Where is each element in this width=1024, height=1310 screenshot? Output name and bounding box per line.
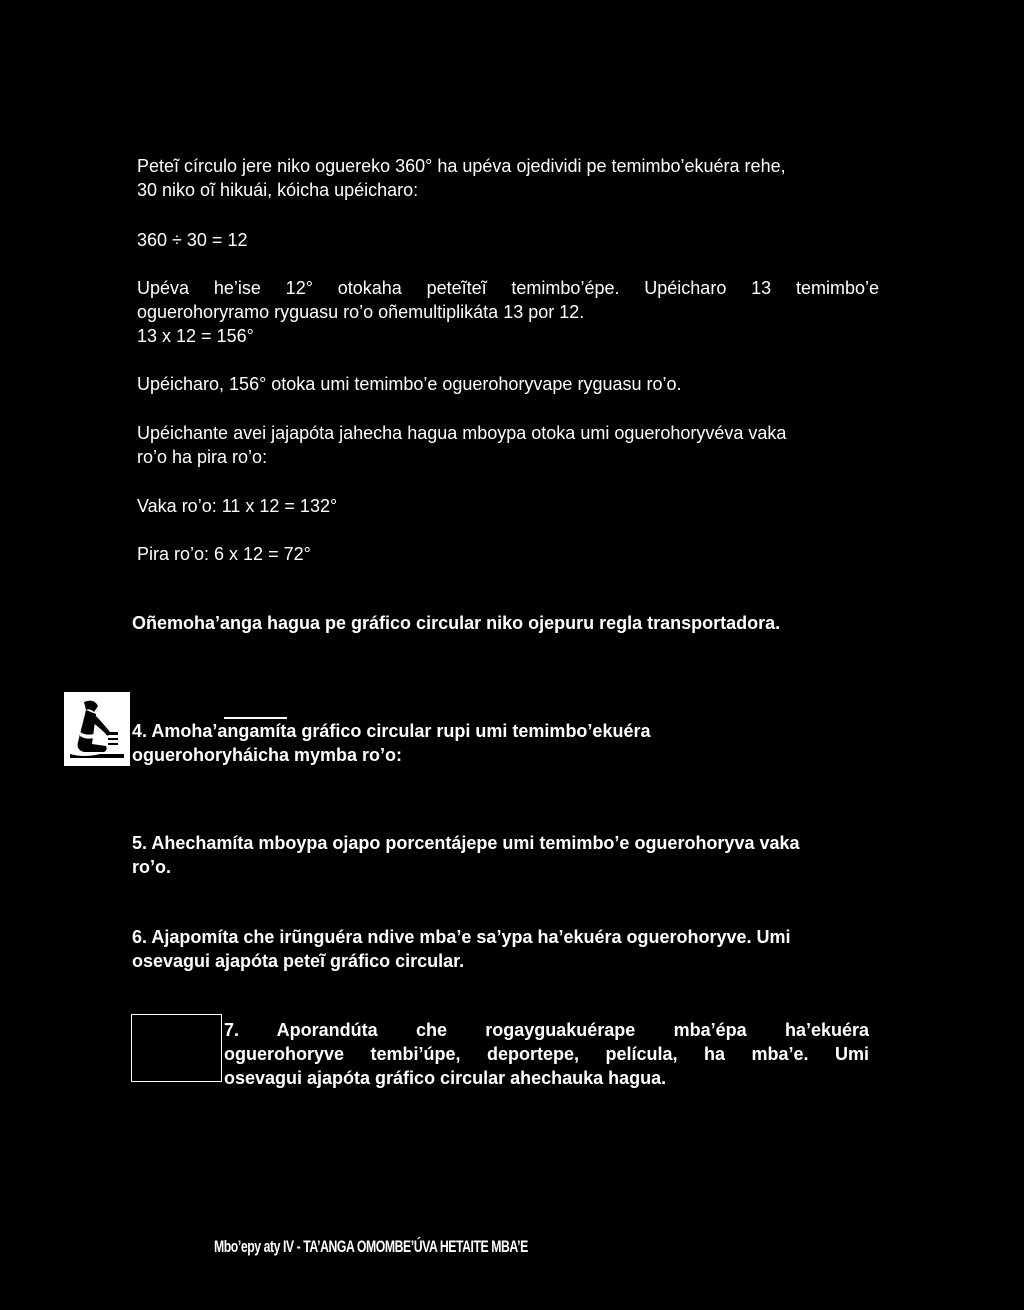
- beef-equation: Vaka ro’o: 11 x 12 = 132°: [137, 496, 338, 516]
- activity-7: [224, 1018, 869, 1090]
- activity-6-line-2: osevagui ajapóta peteĩ gráfico circular.: [132, 951, 465, 971]
- activity-5-line-2: ro’o.: [132, 857, 171, 877]
- degrees-line-1: Upéva he’ise 12° otokaha peteĩteĩ temimbo’épe. Upéicharo 13 temimbo’e: [137, 278, 879, 298]
- degrees-equation: 13 x 12 = 156°: [137, 326, 254, 346]
- transporter-note: Oñemoha’anga hagua pe gráfico circular niko ojepuru regla transportadora.: [132, 613, 781, 633]
- activity-7-box: [131, 1014, 221, 1082]
- division-equation: 360 ÷ 30 = 12: [137, 230, 248, 250]
- activity-5-line-1: 5. Ahechamíta mboypa ojapo porcentájepe umi temimbo’e oguerohoryva vaka: [132, 833, 800, 853]
- activity-4-line-1: 4. Amoha’angamíta gráfico circular rupi umi temimbo’ekuéra: [132, 721, 651, 741]
- activity-7-line-2: oguerohoryve tembi’úpe, deportepe, película, ha mba’e. Umi: [224, 1044, 869, 1064]
- other-meats-line-1: Upéichante avei jajapóta jahecha hagua mboypa otoka umi oguerohoryvéva vaka: [137, 423, 787, 443]
- activity-7-box-edge: [221, 1014, 222, 1082]
- intro-line-2: 30 niko oĩ hikuái, kóicha upéicharo:: [137, 180, 419, 200]
- activity-7-line-3: osevagui ajapóta gráfico circular ahechauka hagua.: [224, 1068, 667, 1088]
- writing-activity-icon: [64, 692, 130, 766]
- intro-line-1: Peteĩ círculo jere niko oguereko 360° ha upéva ojedividi pe temimbo’ekuéra rehe,: [137, 156, 786, 176]
- degrees-paragraph: [137, 276, 879, 348]
- activity-4-line-2: oguerohoryháicha mymba ro’o:: [132, 745, 403, 765]
- intro-paragraph: [137, 154, 786, 202]
- activity-7-line-1: 7. Aporandúta che rogayguakuérape mba’épa ha’ekuéra: [224, 1020, 869, 1040]
- fish-equation: Pira ro’o: 6 x 12 = 72°: [137, 544, 311, 564]
- result-sentence: Upéicharo, 156° otoka umi temimbo’e oguerohoryvape ryguasu ro’o.: [137, 374, 682, 394]
- activity-6-line-1: 6. Ajapomíta che irũnguéra ndive mba’e sa’ypa ha’ekuéra oguerohoryve. Umi: [132, 927, 791, 947]
- degrees-line-2: oguerohoryramo ryguasu ro’o oñemultiplikáta 13 por 12.: [137, 302, 585, 322]
- activity-5: [132, 831, 800, 879]
- other-meats-paragraph: [137, 421, 786, 469]
- activity-6: [132, 925, 791, 973]
- other-meats-line-2: ro’o ha pira ro’o:: [137, 447, 268, 467]
- page-footer: Mbo’epy aty IV - TA’ANGA OMOMBE’ÚVA HETAITE MBA’E: [214, 1237, 528, 1256]
- activity-4: [132, 719, 650, 767]
